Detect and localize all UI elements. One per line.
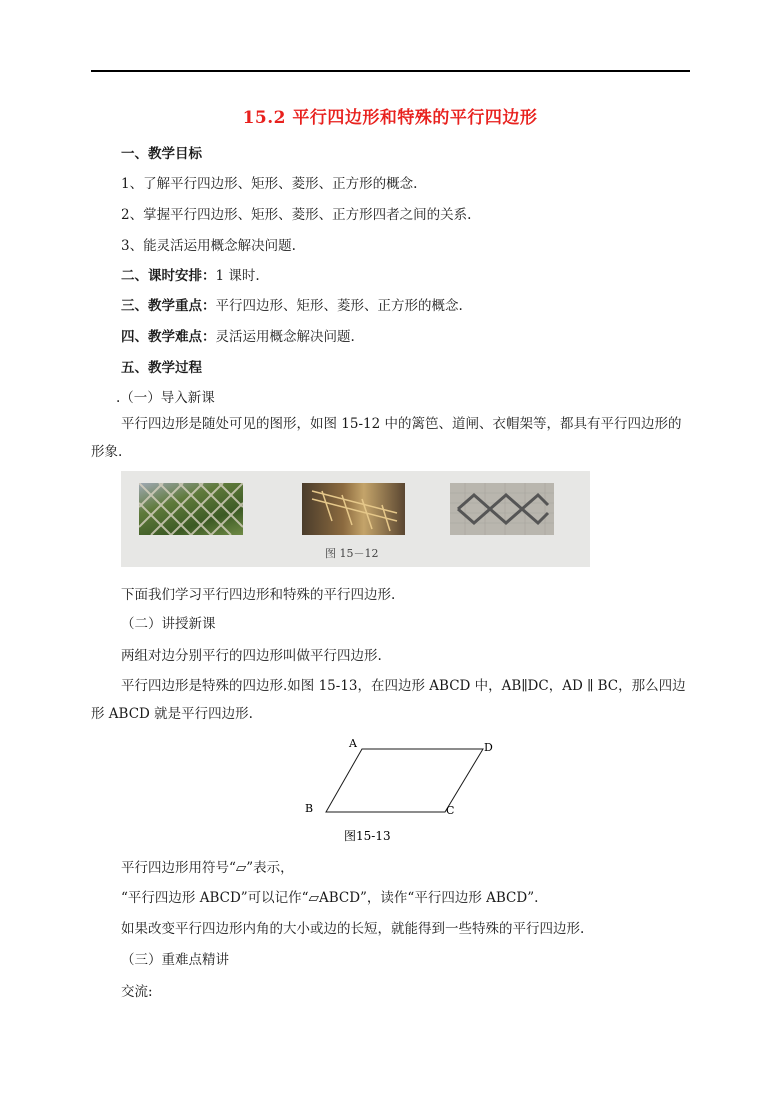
coat-rack-photo — [450, 483, 554, 535]
vertex-b-label: B — [305, 802, 314, 815]
paragraph-abcd: 平行四边形是特殊的四边形.如图 15-13，在四边形 ABCD 中，AB∥DC，AD ∥ BC，那么四边形 ABCD 就是平行四边形. — [91, 678, 686, 722]
paragraph-transition: 下面我们学习平行四边形和特殊的平行四边形. — [121, 587, 396, 603]
teaching-difficulty — [121, 325, 355, 345]
document-title: 15.2 平行四边形和特殊的平行四边形 — [242, 108, 538, 128]
figure-15-13-caption: 图15-13 — [344, 829, 391, 843]
vertex-c-label: C — [446, 804, 455, 817]
paragraph-intro: 平行四边形是随处可见的图形，如图 15-12 中的篱笆、道闸、衣帽架等，都具有平行四边形的形象. — [91, 416, 682, 460]
class-schedule-value: 1 课时. — [215, 268, 260, 284]
figure-15-12-caption: 图 15－12 — [325, 547, 379, 560]
teaching-focus — [121, 294, 463, 314]
teaching-focus-label: 三、教学重点： — [121, 298, 216, 314]
vertex-d-label: D — [484, 741, 493, 754]
figure-15-12 — [121, 471, 590, 567]
paragraph-notation: “平行四边形 ABCD”可以记作“▱ABCD”，读作“平行四边形 ABCD”. — [121, 890, 539, 906]
goal-1: 1、了解平行四边形、矩形、菱形、正方形的概念. — [121, 176, 418, 192]
goal-2: 2、掌握平行四边形、矩形、菱形、正方形四者之间的关系. — [121, 207, 472, 223]
subheading-key-points: （三）重难点精讲 — [121, 952, 229, 968]
figure-15-13 — [300, 734, 500, 844]
teaching-difficulty-label: 四、教学难点： — [121, 329, 216, 345]
heading-teaching-process: 五、教学过程 — [121, 360, 202, 376]
header-rule — [91, 70, 690, 72]
gate-photo — [302, 483, 405, 535]
paragraph-special: 如果改变平行四边形内角的大小或边的长短，就能得到一些特殊的平行四边形. — [121, 921, 585, 937]
goal-3: 3、能灵活运用概念解决问题. — [121, 238, 296, 254]
heading-teaching-goals: 一、教学目标 — [121, 146, 202, 162]
subheading-intro: .（一）导入新课 — [116, 390, 215, 406]
parallelogram-abcd — [326, 749, 483, 812]
class-schedule — [121, 264, 260, 284]
teaching-difficulty-value: 灵活运用概念解决问题. — [215, 329, 355, 345]
class-schedule-label: 二、课时安排： — [121, 268, 216, 284]
paragraph-discussion: 交流: — [121, 984, 153, 1000]
fence-photo — [139, 483, 243, 535]
subheading-new-lesson: （二）讲授新课 — [121, 616, 216, 632]
paragraph-definition: 两组对边分别平行的四边形叫做平行四边形. — [121, 648, 382, 664]
teaching-focus-value: 平行四边形、矩形、菱形、正方形的概念. — [215, 298, 463, 314]
paragraph-symbol: 平行四边形用符号“▱”表示， — [121, 860, 294, 876]
vertex-a-label: A — [349, 737, 357, 750]
